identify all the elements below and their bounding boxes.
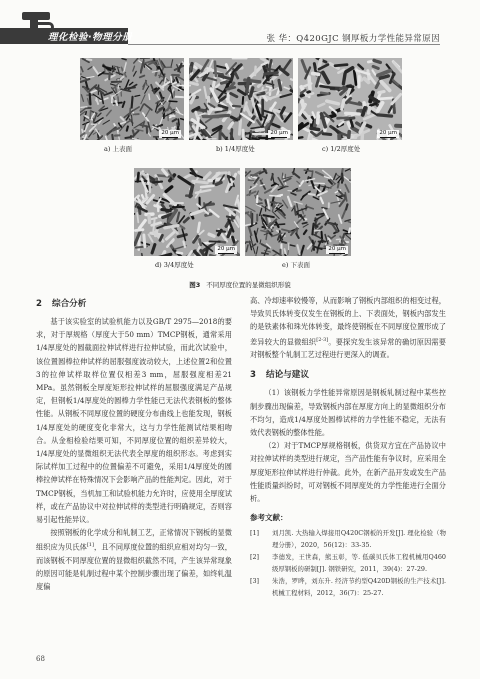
reference-item: [1] 刘月凯. 大热输入焊接用Q420C钢板的开发[J]. 理化检验（物理分册），2020，56(12)：33-35. <box>250 529 446 550</box>
scale-bar: 20 μm <box>217 246 235 252</box>
panel-caption: a) 上表面 <box>104 145 132 153</box>
section-heading: 2 综合分析 <box>36 299 87 309</box>
conclusion-1: （1）该钢板力学性能异常原因是钢板轧制过程中某些控制步骤出现偏差，导致钢板内部在厚度方向上的显微组织分布不均匀，造成1/4厚度处圆棒试样的力学性能不稳定，无法有效代表钢板的整体性能。 <box>250 388 446 438</box>
micrograph-upper-surface <box>80 58 184 140</box>
header-rule <box>128 44 440 45</box>
panel-caption: d) 3/4厚度处 <box>155 261 194 269</box>
micrograph-texture <box>80 58 184 140</box>
right-column <box>250 294 446 599</box>
scale-bar: 20 μm <box>161 130 179 136</box>
reference-item: [2] 李德发，王世森，熊玉彰，等. 低碳贝氏体工程机械用Q460级厚钢板的研制[J]. 钢铁研究，2011，39(4)：27-29. <box>250 553 446 574</box>
figure-number: 图3 <box>189 281 201 289</box>
left-column <box>36 294 232 594</box>
conclusion-2: （2）对于TMCP厚规格钢板，供货双方宜在产品协议中对拉伸试样的类型进行规定，当产品性能有争议时，应采用全厚度矩形拉伸试样进行仲裁。此外，在新产品开发或发生产品性能质量纠纷时，可对钢板不同厚度处的力学性能进行全面分析。 <box>250 441 446 504</box>
scale-bar: 20 μm <box>328 246 346 252</box>
figure-caption <box>0 280 480 289</box>
scale-bar: 20 μm <box>270 130 288 136</box>
micrograph-texture <box>189 58 293 140</box>
micrograph-texture <box>245 168 351 256</box>
references-heading: 参考文献： <box>250 513 288 523</box>
running-title: 张 华：Q420GJC 钢厚板力学性能异常原因 <box>266 34 440 44</box>
micrograph-half-thickness <box>298 58 402 140</box>
micrograph-quarter-thickness <box>189 58 293 140</box>
section-heading: 3 结论与建议 <box>250 370 309 381</box>
paragraph: 按照钢板的化学成分和轧制工艺，正常情况下钢板的显微组织应为贝氏体[1]，且不同厚度位置的组织应相对均匀一致，而该钢板不同厚度位置的显微组织截然不同，产生该异常现象的原因可能是轧制过程中某个控制步骤出现了偏差，如终轧温度偏 <box>36 528 232 592</box>
micrograph-texture <box>134 168 240 256</box>
reference-item: [3] 朱浩，罗晔，刘东升. 经济节约型Q420D钢板的生产技术[J]. 机械工程材料，2012，36(7)：25-27. <box>250 577 446 598</box>
micrograph-three-quarter-thickness <box>134 168 240 256</box>
panel-caption: b) 1/4厚度处 <box>216 145 255 153</box>
scale-bar: 20 μm <box>379 130 397 136</box>
journal-section: 理化检验·物理分册 <box>48 32 133 43</box>
panel-caption: e) 下表面 <box>282 261 310 269</box>
paragraph: 高、冷却速率较慢等，从而影响了钢板内部组织的相变过程，导致贝氏体转变仅发生在钢板的上、下表面处，钢板内部发生的是铁素体和珠光体转变，最终使钢板在不同厚度位置形成了差异较大的显微组织[2-3]。要探究发生该异常的确切原因需要对钢板整个轧制工艺过程进行更深入的调查。 <box>250 296 446 360</box>
micrograph-lower-surface <box>245 168 351 256</box>
panel-caption: c) 1/2厚度处 <box>322 145 361 153</box>
paragraph: 基于该实验室的试验机能力以及GB/T 2975—2018的要求，对于厚规格（厚度大于50 mm）TMCP钢板，通常采用1/4厚度处的圆截面拉伸试样进行拉伸试验，而此次试验中，该位置圆棒拉伸试样的屈服强度波动较大，上述位置2和位置3的拉伸试样取样位置仅相差3 mm，屈服强度相差21 MPa。虽然钢板全厚度矩形拉伸试样的屈服强度满足产品规定，但钢板1/4厚度处的圆棒力学性能已无法代表钢板的整体性能。从钢板不同厚度位置的硬度分布曲线上也能发现，钢板1/4厚度处的硬度变化非常大，这与力学性能测试结果相吻合。从金相检验结果可知，不同厚度位置的组织差异较大，1/4厚度处的显微组织无法代表全厚度的组织形态。考虑到实际试样加工过程中的位置偏差不可避免，采用1/4厚度处的圆棒拉伸试样在特殊情况下会影响产品的性能判定。因此，对于TMCP钢板，当机加工和试验机能力允许时，应使用全厚度试样，或在产品协议中对拉伸试样的类型进行明确规定，否则容易引起性能异议。 <box>36 317 232 525</box>
page-number: 68 <box>36 655 45 663</box>
figure-title: 不同厚度位置的显微组织形貌 <box>206 281 291 289</box>
micrograph-texture <box>298 58 402 140</box>
